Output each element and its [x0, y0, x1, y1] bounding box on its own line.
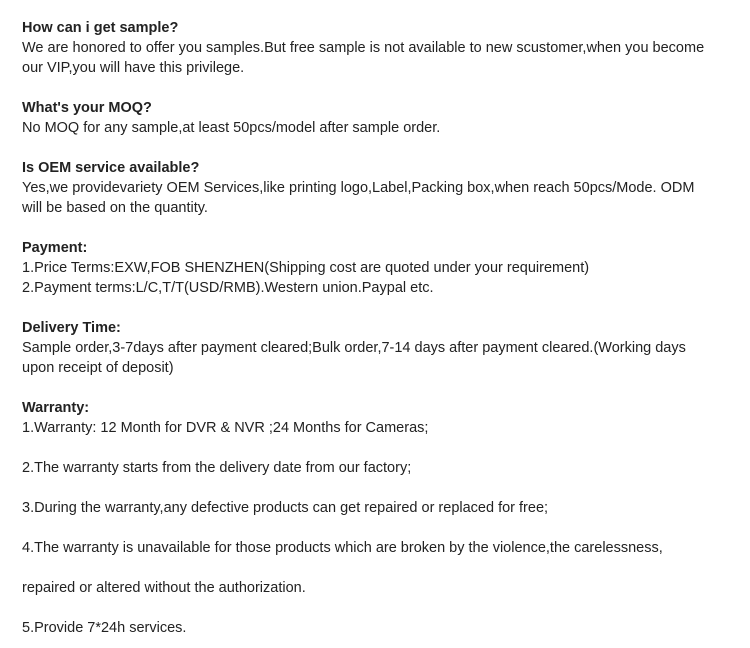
text-line: We are honored to offer you samples.But free sample is not available to new scustomer,when you become — [22, 40, 705, 56]
text-line: repaired or altered without the authorization. — [22, 580, 306, 596]
heading-moq: What's your MOQ? — [22, 100, 152, 116]
heading-delivery: Delivery Time: — [22, 320, 121, 336]
text-line: 3.During the warranty,any defective products can get repaired or replaced for free; — [22, 500, 549, 516]
text-line: our VIP,you will have this privilege. — [22, 60, 245, 76]
text-line: upon receipt of deposit) — [22, 360, 174, 376]
text-line: No MOQ for any sample,at least 50pcs/model after sample order. — [22, 120, 441, 136]
text-line: Yes,we providevariety OEM Services,like printing logo,Label,Packing box,when reach 50pcs/Mode. ODM — [22, 180, 695, 196]
heading-payment: Payment: — [22, 240, 88, 256]
text-line: 1.Warranty: 12 Month for DVR & NVR ;24 Months for Cameras; — [22, 420, 429, 436]
text-line: Sample order,3-7days after payment cleared;Bulk order,7-14 days after payment cleared.(Working days — [22, 340, 686, 356]
text-line: will be based on the quantity. — [22, 200, 208, 216]
text-line: 1.Price Terms:EXW,FOB SHENZHEN(Shipping cost are quoted under your requirement) — [22, 260, 590, 276]
text-line: 4.The warranty is unavailable for those products which are broken by the violence,the carelessness, — [22, 540, 663, 556]
text-line: 5.Provide 7*24h services. — [22, 620, 187, 636]
heading-sample: How can i get sample? — [22, 20, 179, 36]
heading-oem: Is OEM service available? — [22, 160, 200, 176]
text-line: 2.Payment terms:L/C,T/T(USD/RMB).Western union.Paypal etc. — [22, 280, 434, 296]
heading-warranty: Warranty: — [22, 400, 90, 416]
text-line: 2.The warranty starts from the delivery date from our factory; — [22, 460, 412, 476]
